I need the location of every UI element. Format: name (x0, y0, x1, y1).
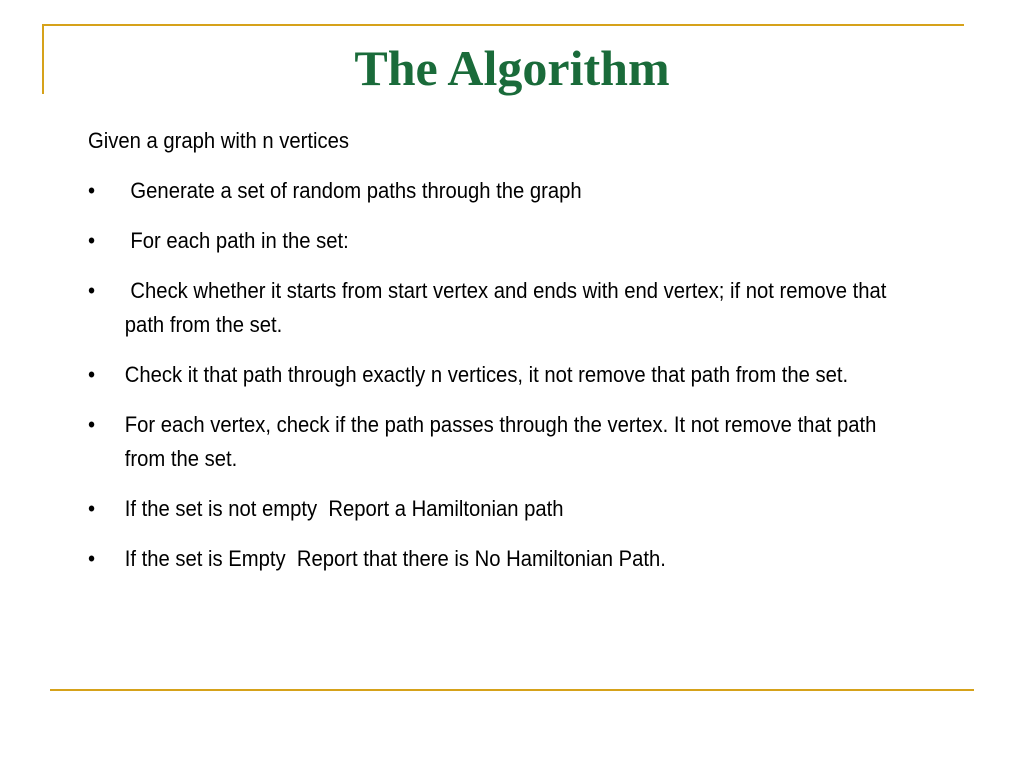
slide-title: The Algorithm (354, 40, 670, 96)
bullet-item (88, 224, 898, 258)
bullet-marker: • (88, 546, 96, 571)
bullet-item (88, 274, 898, 342)
bullet-marker: • (88, 362, 96, 387)
bullet-text: Generate a set of random paths through the graph (124, 178, 582, 203)
bullet-text: For each path in the set: (124, 228, 349, 253)
slide-body (88, 124, 898, 592)
bullet-text: For each vertex, check if the path passes through the vertex. It not remove that path from the set. (124, 412, 882, 471)
bullet-list (88, 174, 898, 576)
bullet-item (88, 408, 898, 476)
bullet-marker: • (88, 228, 96, 253)
bullet-text: If the set is Empty Report that there is No Hamiltonian Path. (124, 546, 666, 571)
bullet-item (88, 358, 898, 392)
bullet-item (88, 492, 898, 526)
intro-text: Given a graph with n vertices (88, 128, 350, 153)
bullet-text: If the set is not empty Report a Hamiltonian path (124, 496, 564, 521)
top-rule (42, 24, 964, 26)
bullet-marker: • (88, 178, 96, 203)
bullet-text: Check whether it starts from start vertex and ends with end vertex; if not remove that path from the set. (124, 278, 893, 337)
bullet-marker: • (88, 412, 96, 437)
bottom-rule (50, 689, 974, 691)
bullet-marker: • (88, 496, 96, 521)
bullet-marker: • (88, 278, 96, 303)
bullet-item (88, 174, 898, 208)
bullet-item (88, 542, 898, 576)
bullet-text: Check it that path through exactly n vertices, it not remove that path from the set. (124, 362, 849, 387)
